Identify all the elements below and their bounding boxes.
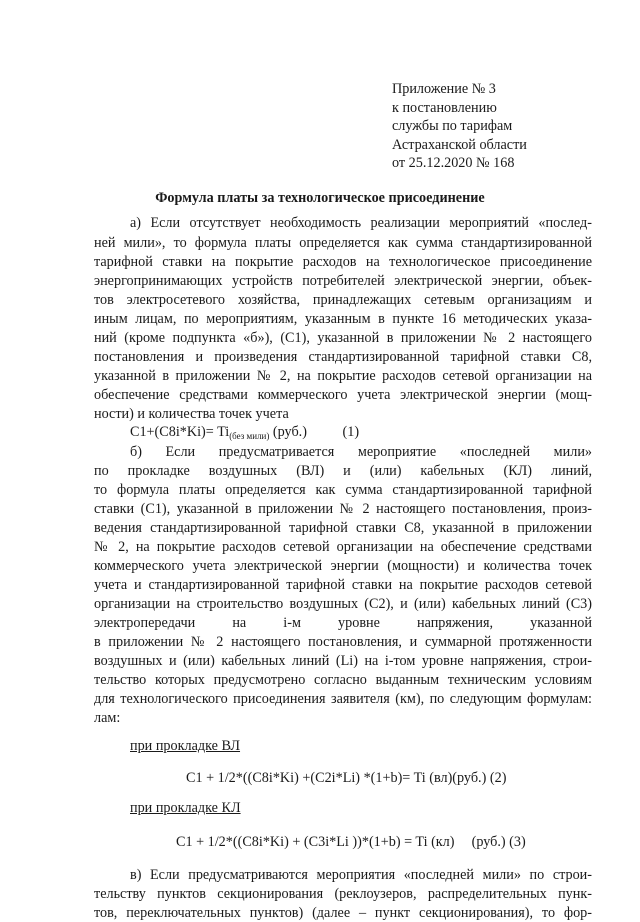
annex-line-4: Астраханской области (392, 136, 527, 153)
formula-1-subscript: (без мили) (229, 431, 270, 441)
document-title: Формула платы за технологическое присоединение (155, 190, 485, 206)
formula-2 (186, 770, 506, 787)
formula-2-text: C1 + 1/2*((C8i*Ki) +(C2i*Li) *(1+b)= Ti (вл)(руб.) (186, 770, 487, 786)
para-a-line: указанной в приложении № 2, на покрытие расходов сетевой организации на (94, 368, 592, 384)
para-b-line: тельство которых предусмотрено согласно выданным техническим условиям (94, 672, 592, 688)
para-b-line: № 2, на покрытие расходов сетевой организации на обеспечение средствами (94, 539, 592, 555)
formula-3-text: C1 + 1/2*((C8i*Ki) + (C3i*Li ))*(1+b) = Ti (кл) (176, 834, 455, 850)
para-b-line: учета и стандартизированной тарифной ставки на покрытие расходов сетевой (94, 577, 592, 593)
para-b-line: коммерческого учета электрической энергии (мощности) и количества точек (94, 558, 592, 574)
para-b-line: лам: (94, 710, 121, 726)
para-c-line: тов, переключательных пунктов) (далее – пункт секционирования), то фор- (94, 905, 592, 921)
para-b-line: для технологического присоединения заявителя (км), по следующим формулам: (94, 691, 592, 707)
heading-vl: при прокладке ВЛ (130, 738, 241, 754)
para-b-line: по прокладке воздушных (ВЛ) и (или) кабельных (КЛ) линий, (94, 463, 592, 479)
formula-3-number: (3) (509, 834, 526, 850)
annex-line-2: к постановлению (392, 99, 497, 116)
formula-3-unit: (руб.) (471, 834, 506, 850)
annex-line-5: от 25.12.2020 № 168 (392, 155, 515, 171)
para-a-line: обеспечение средствами коммерческого учета электрической энергии (мощ- (94, 387, 592, 403)
para-b-line: электропередачи на i-м уровне напряжения, указанной (94, 615, 592, 631)
annex-block (392, 80, 527, 173)
para-b-line: ставки (C1), указанной в приложении № 2 настоящего постановления, произ- (94, 501, 592, 517)
para-a-line: ности) и количества точек учета (94, 406, 289, 422)
annex-line-3: службы по тарифам (392, 118, 513, 134)
formula-1-unit: (руб.) (272, 424, 307, 440)
para-a-line: энергопринимающих устройств потребителей электрической энергии, объек- (94, 273, 592, 289)
formula-1 (130, 424, 359, 441)
heading-kl: при прокладке КЛ (130, 800, 241, 816)
para-b-line: организации на строительство воздушных (C2), и (или) кабельных линий (C3) (94, 596, 592, 612)
para-c-line: тельству пунктов секционирования (реклоузеров, распределительных пунк- (94, 886, 592, 902)
para-a-line: постановления и произведения стандартизированной тарифной ставки С8, (94, 349, 592, 365)
para-a-line: тов электросетевого хозяйства, принадлежащих сетевым организациям и (94, 292, 592, 308)
para-b-line: воздушных и (или) кабельных линий (Li) на i-том уровне напряжения, строи- (94, 653, 592, 669)
para-b-line: в приложении № 2 настоящего постановления, и суммарной протяженности (94, 634, 592, 650)
para-a-line: тарифной ставки на покрытие расходов на технологическое присоединение (94, 254, 592, 270)
formula-1-number: (1) (342, 424, 360, 440)
para-b-line: ведения стандартизированной тарифной ставки С8, указанной в приложении (94, 520, 592, 536)
para-a-line: а) Если отсутствует необходимость реализации мероприятий «послед- (130, 215, 592, 231)
para-a-line: иным лицам, по мероприятиям, указанным в пункте 16 методических указа- (94, 311, 592, 327)
para-b-line: б) Если предусматривается мероприятие «последней мили» (130, 444, 592, 460)
para-b-line: то формула платы определяется как сумма стандартизированной тарифной (94, 482, 592, 498)
formula-2-number: (2) (489, 770, 507, 786)
para-c-line: в) Если предусматриваются мероприятия «последней мили» по строи- (130, 867, 592, 883)
annex-line-1: Приложение № 3 (392, 81, 496, 97)
para-a-line: ней мили», то формула платы определяется как сумма стандартизированной (94, 235, 592, 251)
formula-3 (176, 834, 526, 851)
formula-1-main: C1+(C8i*Ki)= Ti (130, 424, 230, 440)
para-a-line: ний (кроме подпункта «б»), (C1), указанной в приложении № 2 настоящего (94, 330, 592, 346)
